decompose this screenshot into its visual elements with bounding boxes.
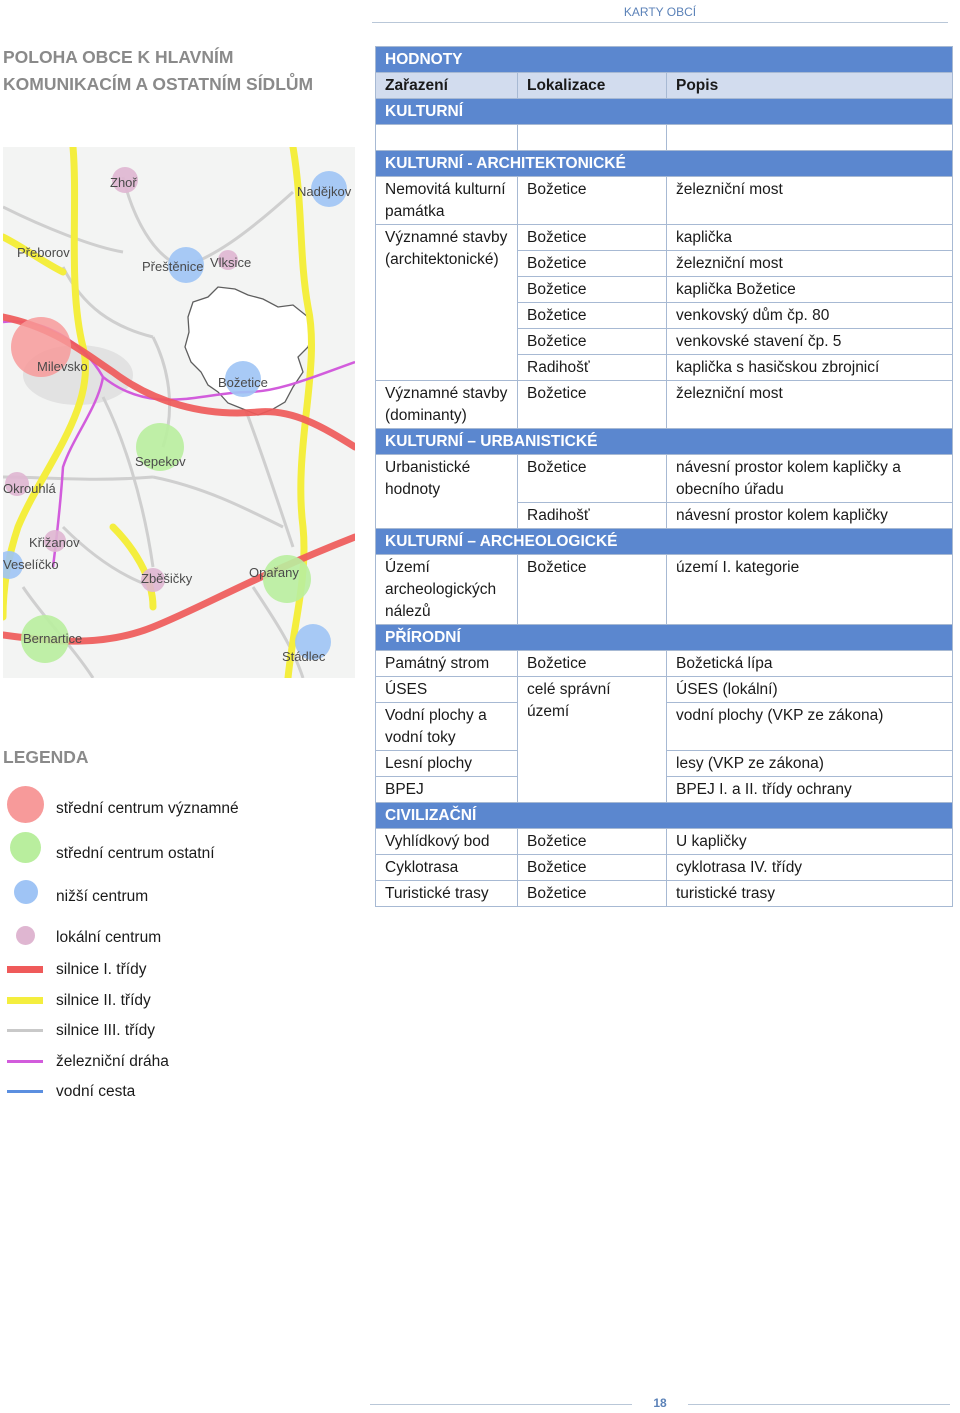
section-header-row bbox=[376, 429, 953, 455]
description-cell: kaplička bbox=[667, 225, 953, 251]
map-canvas bbox=[3, 147, 355, 678]
table-row bbox=[376, 651, 953, 677]
legend-label: střední centrum významné bbox=[56, 800, 239, 817]
column-header: Lokalizace bbox=[518, 73, 667, 99]
map-section-title: POLOHA OBCE K HLAVNÍM KOMUNIKACÍM A OSTATNÍM SÍDLŮM bbox=[3, 47, 314, 94]
column-header: Popis bbox=[667, 73, 953, 99]
legend-swatch bbox=[7, 1029, 43, 1032]
section-header: PŘÍRODNÍ bbox=[376, 625, 953, 651]
legend-item bbox=[0, 1052, 340, 1082]
values-table bbox=[375, 46, 953, 907]
legend-item bbox=[0, 880, 340, 910]
category-cell: Vodní plochy a vodní toky bbox=[376, 703, 518, 751]
map-label: Veselíčko bbox=[3, 557, 59, 572]
table-row bbox=[376, 225, 953, 251]
running-header: KARTY OBCÍ bbox=[623, 5, 697, 19]
legend-swatch bbox=[10, 832, 41, 863]
legend-item bbox=[0, 1082, 340, 1112]
location-cell: Božetice bbox=[518, 555, 667, 625]
category-cell: BPEJ bbox=[376, 777, 518, 803]
description-cell: návesní prostor kolem kapličky a obecního úřadu bbox=[667, 455, 953, 503]
legend-swatch bbox=[7, 966, 43, 973]
spacer-row bbox=[376, 125, 953, 151]
location-cell: celé správní území bbox=[518, 677, 667, 803]
legend-swatch bbox=[7, 1060, 43, 1063]
map-label: Stádlec bbox=[282, 649, 326, 664]
description-cell: turistické trasy bbox=[667, 881, 953, 907]
section-header: KULTURNÍ – ARCHEOLOGICKÉ bbox=[376, 529, 953, 555]
description-cell: U kapličky bbox=[667, 829, 953, 855]
map-label: Nadějkov bbox=[297, 184, 352, 199]
column-header: Zařazení bbox=[376, 73, 518, 99]
table-row bbox=[376, 381, 953, 429]
table-row bbox=[376, 455, 953, 503]
table-title-row bbox=[376, 47, 953, 73]
section-header: CIVILIZAČNÍ bbox=[376, 803, 953, 829]
legend-item bbox=[0, 786, 340, 816]
section-header-row bbox=[376, 803, 953, 829]
map-label: Okrouhlá bbox=[3, 481, 56, 496]
table-title: HODNOTY bbox=[376, 47, 953, 73]
map-label: Zběšičky bbox=[141, 571, 193, 586]
description-cell: lesy (VKP ze zákona) bbox=[667, 751, 953, 777]
location-cell: Božetice bbox=[518, 303, 667, 329]
legend-label: silnice II. třídy bbox=[56, 992, 151, 1009]
description-cell: venkovské stavení čp. 5 bbox=[667, 329, 953, 355]
category-cell: ÚSES bbox=[376, 677, 518, 703]
category-cell: Území archeologických nálezů bbox=[376, 555, 518, 625]
location-cell: Božetice bbox=[518, 329, 667, 355]
map-label: Vlksice bbox=[210, 255, 252, 270]
map-label: Zhoř bbox=[110, 175, 137, 190]
legend-label: vodní cesta bbox=[56, 1083, 136, 1100]
section-header: KULTURNÍ - ARCHITEKTONICKÉ bbox=[376, 151, 953, 177]
description-cell: kaplička s hasičskou zbrojnicí bbox=[667, 355, 953, 381]
section-header-row bbox=[376, 151, 953, 177]
legend-item bbox=[0, 926, 340, 956]
category-cell: Vyhlídkový bod bbox=[376, 829, 518, 855]
table-row bbox=[376, 829, 953, 855]
description-cell: Božetická lípa bbox=[667, 651, 953, 677]
section-header: KULTURNÍ – URBANISTICKÉ bbox=[376, 429, 953, 455]
page-number: 18 bbox=[653, 1396, 667, 1410]
legend-swatch bbox=[14, 880, 38, 904]
legend-swatch bbox=[7, 1090, 43, 1093]
legend-label: silnice I. třídy bbox=[56, 961, 147, 978]
description-cell: ÚSES (lokální) bbox=[667, 677, 953, 703]
map-label: Milevsko bbox=[37, 359, 88, 374]
map-label: Božetice bbox=[218, 375, 268, 390]
location-cell: Božetice bbox=[518, 881, 667, 907]
description-cell: návesní prostor kolem kapličky bbox=[667, 503, 953, 529]
location-cell: Božetice bbox=[518, 251, 667, 277]
description-cell: železniční most bbox=[667, 251, 953, 277]
legend-label: železniční dráha bbox=[56, 1053, 169, 1070]
description-cell: kaplička Božetice bbox=[667, 277, 953, 303]
location-cell: Radihošť bbox=[518, 503, 667, 529]
category-cell: Významné stavby (architektonické) bbox=[376, 225, 518, 381]
legend-label: silnice III. třídy bbox=[56, 1022, 156, 1039]
location-cell: Božetice bbox=[518, 225, 667, 251]
legend-swatch bbox=[16, 926, 35, 945]
table-row bbox=[376, 555, 953, 625]
footer-rule-right bbox=[688, 1404, 950, 1405]
legend-label: střední centrum ostatní bbox=[56, 845, 215, 862]
map-label: Křižanov bbox=[29, 535, 80, 550]
location-map bbox=[3, 147, 355, 678]
description-cell: železniční most bbox=[667, 177, 953, 225]
map-label: Opařany bbox=[249, 565, 299, 580]
description-cell: železniční most bbox=[667, 381, 953, 429]
legend-title: LEGENDA bbox=[3, 747, 89, 767]
location-cell: Božetice bbox=[518, 829, 667, 855]
legend-item bbox=[0, 960, 340, 990]
category-cell: Urbanistické hodnoty bbox=[376, 455, 518, 529]
legend-swatch bbox=[7, 786, 44, 823]
section-header-row bbox=[376, 99, 953, 125]
location-cell: Radihošť bbox=[518, 355, 667, 381]
description-cell: vodní plochy (VKP ze zákona) bbox=[667, 703, 953, 751]
location-cell: Božetice bbox=[518, 651, 667, 677]
category-cell: Památný strom bbox=[376, 651, 518, 677]
section-header-row bbox=[376, 529, 953, 555]
section-header: KULTURNÍ bbox=[376, 99, 953, 125]
legend-item bbox=[0, 832, 340, 862]
description-cell: cyklotrasa IV. třídy bbox=[667, 855, 953, 881]
table-row bbox=[376, 881, 953, 907]
map-label: Přeštěnice bbox=[142, 259, 204, 274]
description-cell: území I. kategorie bbox=[667, 555, 953, 625]
category-cell: Nemovitá kulturní památka bbox=[376, 177, 518, 225]
table-row bbox=[376, 177, 953, 225]
legend-swatch bbox=[7, 997, 43, 1004]
map-label: Sepekov bbox=[135, 454, 186, 469]
section-header-row bbox=[376, 625, 953, 651]
category-cell: Významné stavby (dominanty) bbox=[376, 381, 518, 429]
legend-label: nižší centrum bbox=[56, 888, 149, 905]
description-cell: venkovský dům čp. 80 bbox=[667, 303, 953, 329]
category-cell: Turistické trasy bbox=[376, 881, 518, 907]
table-row bbox=[376, 677, 953, 703]
legend-item bbox=[0, 1021, 340, 1051]
location-cell: Božetice bbox=[518, 381, 667, 429]
legend-item bbox=[0, 991, 340, 1021]
column-header-row bbox=[376, 73, 953, 99]
legend-label: lokální centrum bbox=[56, 929, 162, 946]
location-cell: Božetice bbox=[518, 277, 667, 303]
description-cell: BPEJ I. a II. třídy ochrany bbox=[667, 777, 953, 803]
table-row bbox=[376, 855, 953, 881]
map-label: Bernartice bbox=[23, 631, 83, 646]
location-cell: Božetice bbox=[518, 177, 667, 225]
category-cell: Lesní plochy bbox=[376, 751, 518, 777]
map-label: Přeborov bbox=[17, 245, 70, 260]
category-cell: Cyklotrasa bbox=[376, 855, 518, 881]
location-cell: Božetice bbox=[518, 455, 667, 503]
header-rule bbox=[372, 22, 948, 23]
location-cell: Božetice bbox=[518, 855, 667, 881]
